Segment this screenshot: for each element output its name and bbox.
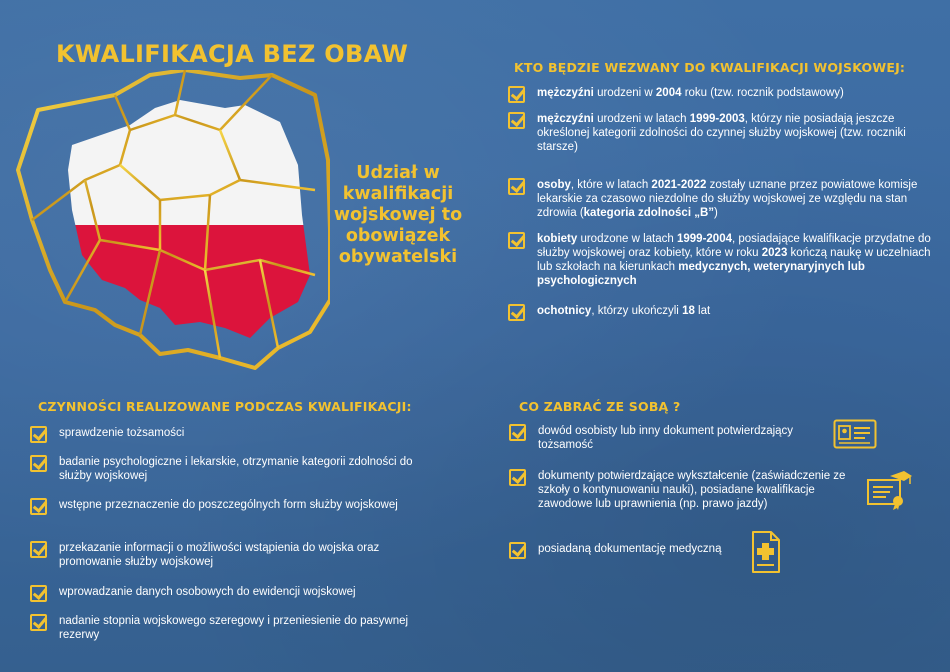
checkbox-icon xyxy=(508,178,525,195)
who-list-item xyxy=(508,112,943,154)
who-item-text: mężczyźni urodzeni w 2004 roku (tzw. rocznik podstawowy) xyxy=(537,87,844,99)
checkbox-icon xyxy=(30,498,47,515)
checkbox-icon xyxy=(509,469,526,486)
diploma-icon xyxy=(866,470,914,510)
activities-heading: CZYNNOŚCI REALIZOWANE PODCZAS KWALIFIKACJI: xyxy=(38,399,412,414)
checkbox-icon xyxy=(30,455,47,472)
activity-item-text: nadanie stopnia wojskowego szeregowy i przeniesienie do pasywnej rezerwy xyxy=(59,615,409,641)
bring-heading: CO ZABRAĆ ZE SOBĄ ? xyxy=(519,399,681,414)
checkbox-icon xyxy=(30,541,47,558)
who-heading: KTO BĘDZIE WEZWANY DO KWALIFIKACJI WOJSKOWEJ: xyxy=(514,60,906,75)
poland-map xyxy=(10,70,330,370)
activity-list-item xyxy=(30,541,440,569)
who-list-item xyxy=(508,178,943,220)
who-item-text: mężczyźni urodzeni w latach 1999-2003, którzy nie posiadają jeszcze określonej kategorii zdolności do czynnej służby wojskowej (tzw. roczniki starsze) xyxy=(537,113,906,153)
activity-item-text: wstępne przeznaczenie do poszczególnych form służby wojskowej xyxy=(59,499,398,511)
who-item-text: ochotnicy, którzy ukończyli 18 lat xyxy=(537,305,711,317)
bring-item-text: dowód osobisty lub inny dokument potwierdzający tożsamość xyxy=(538,425,794,451)
who-list-item xyxy=(508,86,943,103)
checkbox-icon xyxy=(509,424,526,441)
activity-item-text: wprowadzanie danych osobowych do ewidencji wojskowej xyxy=(59,586,356,598)
checkbox-icon xyxy=(509,542,526,559)
activity-list-item xyxy=(30,426,440,443)
who-list-item xyxy=(508,232,943,288)
checkbox-icon xyxy=(508,232,525,249)
activity-item-text: badanie psychologiczne i lekarskie, otrzymanie kategorii zdolności do służby wojskowej xyxy=(59,456,413,482)
bring-list-item xyxy=(509,542,759,559)
slogan: Udział w kwalifikacji wojskowej to obowiązek obywatelski xyxy=(333,163,463,267)
who-item-text: osoby, które w latach 2021-2022 zostały uznane przez powiatowe komisje lekarskie za czasowo niezdolne do służby wojskowej ze względu na stan zdrowia (kategoria zdolności „B”) xyxy=(537,179,918,219)
checkbox-icon xyxy=(30,585,47,602)
activity-list-item xyxy=(30,585,440,602)
checkbox-icon xyxy=(30,426,47,443)
bring-item-text: dokumenty potwierdzające wykształcenie (zaświadczenie ze szkoły o kontynuowaniu nauki), posiadane kwalifikacje zawodowe lub uprawnienia (np. prawo jazdy) xyxy=(538,470,846,510)
activity-list-item xyxy=(30,614,440,642)
activity-item-text: sprawdzenie tożsamości xyxy=(59,427,185,439)
activity-list-item xyxy=(30,455,440,483)
bring-item-text: posiadaną dokumentację medyczną xyxy=(538,543,722,555)
id-card-icon xyxy=(833,419,877,449)
checkbox-icon xyxy=(508,112,525,129)
medical-document-icon xyxy=(751,530,781,574)
page-title: KWALIFIKACJA BEZ OBAW xyxy=(56,40,409,68)
bring-list-item xyxy=(509,424,819,452)
checkbox-icon xyxy=(508,86,525,103)
poland-flag-fill xyxy=(10,70,330,370)
who-item-text: kobiety urodzone w latach 1999-2004, posiadające kwalifikacje przydatne do służby wojskowej oraz kobiety, które w roku 2023 kończą naukę w uczelniach lub szkołach na kierunkach medycznych, weterynaryjnych lub psychologicznych xyxy=(537,233,931,287)
bring-list-item xyxy=(509,469,859,511)
checkbox-icon xyxy=(508,304,525,321)
who-list-item xyxy=(508,304,943,321)
checkbox-icon xyxy=(30,614,47,631)
activity-item-text: przekazanie informacji o możliwości wstąpienia do wojska oraz promowanie służby wojskowej xyxy=(59,542,380,568)
activity-list-item xyxy=(30,498,440,515)
